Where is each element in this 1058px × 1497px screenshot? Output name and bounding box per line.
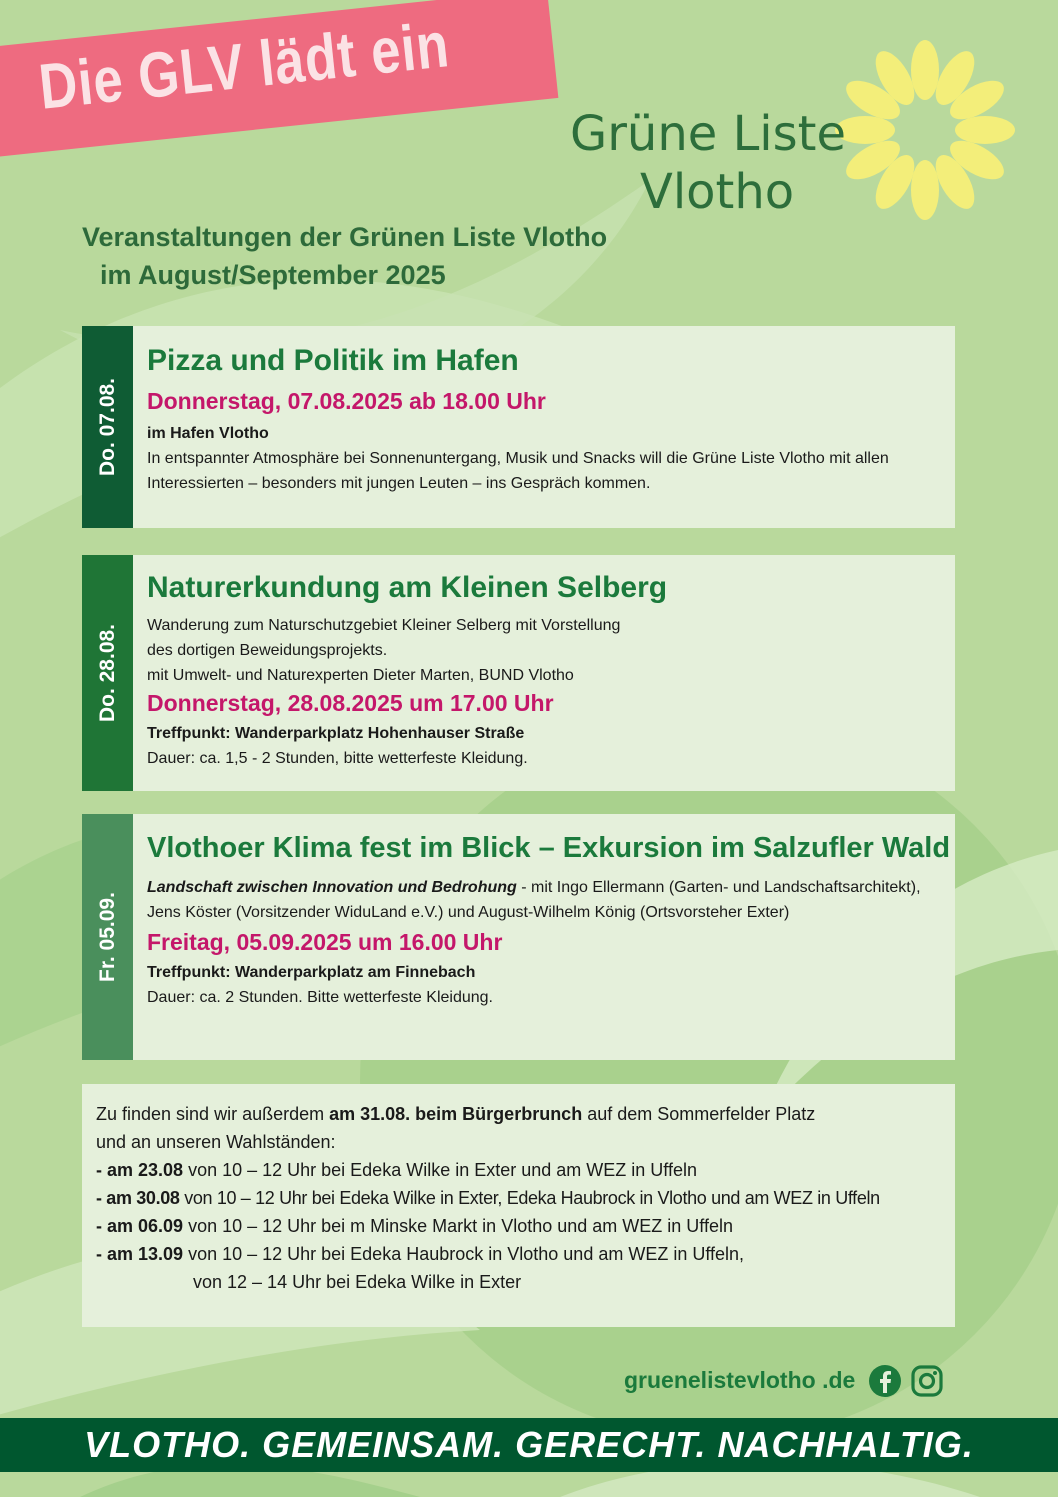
stand-item: [96, 1184, 880, 1212]
event-date: Freitag, 05.09.2025 um 16.00 Uhr: [147, 929, 503, 955]
event-tab-label: Do. 28.08.: [95, 623, 119, 723]
event-description: - mit Ingo Ellermann (Garten- und Landschaftsarchitekt), Jens Köster (Vorsitzender WiduLand e.V.) und August-Wilhelm König (Ortsvorsteher Exter): [147, 879, 921, 921]
event-date-tab: [82, 555, 133, 791]
stand-text: von 10 – 12 Uhr bei Edeka Wilke in Exter und am WEZ in Uffeln: [183, 1160, 697, 1180]
event-title: Pizza und Politik im Hafen: [147, 344, 519, 377]
event-tab-label: Fr. 05.09.: [95, 892, 119, 982]
social-icons: [868, 1364, 944, 1398]
info-intro-pre: Zu finden sind wir außerdem: [96, 1104, 330, 1124]
event-duration: Dauer: ca. 2 Stunden. Bitte wetterfeste Kleidung.: [147, 989, 493, 1006]
event-description-line3: mit Umwelt- und Naturexperten Dieter Marten, BUND Vlotho: [147, 667, 574, 684]
stand-date: - am 23.08: [96, 1160, 184, 1180]
event-date: Donnerstag, 28.08.2025 um 17.00 Uhr: [147, 690, 554, 716]
event-card-1: [82, 326, 955, 528]
event-location: im Hafen Vlotho: [147, 425, 269, 442]
subtitle-line1: Veranstaltungen der Grünen Liste Vlotho: [82, 222, 608, 252]
info-box: [82, 1084, 955, 1327]
info-intro-bold: am 31.08. beim Bürgerbrunch: [329, 1104, 583, 1124]
event-title: Vlothoer Klima fest im Blick – Exkursion im Salzufler Wald: [147, 832, 951, 864]
event-duration: Dauer: ca. 1,5 - 2 Stunden, bitte wetterfeste Kleidung.: [147, 750, 528, 767]
event-date-tab: [82, 814, 133, 1060]
event-card-2: [82, 555, 955, 791]
info-intro: [96, 1100, 880, 1128]
logo-line2: Vlotho: [640, 164, 795, 220]
stand-item: [96, 1156, 880, 1184]
event-tab-label: Do. 07.08.: [95, 377, 119, 477]
stand-date: - am 30.08: [96, 1188, 180, 1208]
event-description: In entspannter Atmosphäre bei Sonnenuntergang, Musik und Snacks will die Grüne Liste Vlotho mit allen Interessierten – besonders mit jungen Leuten – ins Gespräch kommen.: [147, 450, 889, 492]
event-meeting-point: Treffpunkt: Wanderparkplatz Hohenhauser Straße: [147, 725, 525, 742]
sunflower-icon: [835, 40, 1015, 220]
logo-line1: Grüne Liste: [570, 106, 846, 162]
stand-text: von 10 – 12 Uhr bei m Minske Markt in Vlotho und am WEZ in Uffeln: [183, 1216, 733, 1236]
banner-title: Die GLV lädt ein: [35, 8, 453, 123]
event-meeting-point: Treffpunkt: Wanderparkplatz am Finnebach: [147, 964, 476, 981]
event-description-block: [147, 875, 940, 925]
page-subtitle: [82, 218, 607, 294]
website-link[interactable]: gruenelistevlotho .de: [624, 1367, 856, 1393]
stand-date: - am 13.09: [96, 1244, 184, 1264]
logo: [570, 105, 846, 221]
facebook-icon[interactable]: [868, 1364, 902, 1398]
event-subtitle: Landschaft zwischen Innovation und Bedrohung: [147, 879, 517, 896]
event-date-tab: [82, 326, 133, 528]
info-text: [96, 1100, 880, 1296]
event-description-line2: des dortigen Beweidungsprojekts.: [147, 642, 388, 659]
event-description-line1: Wanderung zum Naturschutzgebiet Kleiner Selberg mit Vorstellung: [147, 617, 621, 634]
footer-slogan: VLOTHO. GEMEINSAM. GERECHT. NACHHALTIG.: [84, 1424, 974, 1465]
info-intro-post: auf dem Sommerfelder Platz: [582, 1104, 816, 1124]
instagram-icon[interactable]: [910, 1364, 944, 1398]
stand-text: von 10 – 12 Uhr bei Edeka Haubrock in Vlotho und am WEZ in Uffeln,: [183, 1244, 745, 1264]
stand-item: [96, 1240, 880, 1268]
subtitle-line2: im August/September 2025: [100, 260, 446, 290]
event-title: Naturerkundung am Kleinen Selberg: [147, 571, 668, 604]
stand-item: [96, 1212, 880, 1240]
footer-slogan-bar: [0, 1418, 1058, 1472]
stand-date: - am 06.09: [96, 1216, 184, 1236]
stand-extra-line: von 12 – 14 Uhr bei Edeka Wilke in Exter: [193, 1272, 522, 1292]
info-intro-line2: und an unseren Wahlständen:: [96, 1132, 336, 1152]
event-date: Donnerstag, 07.08.2025 ab 18.00 Uhr: [147, 388, 546, 414]
event-card-3: [82, 814, 955, 1060]
stand-text: von 10 – 12 Uhr bei Edeka Wilke in Exter, Edeka Haubrock in Vlotho und am WEZ in Uffeln: [179, 1188, 880, 1208]
